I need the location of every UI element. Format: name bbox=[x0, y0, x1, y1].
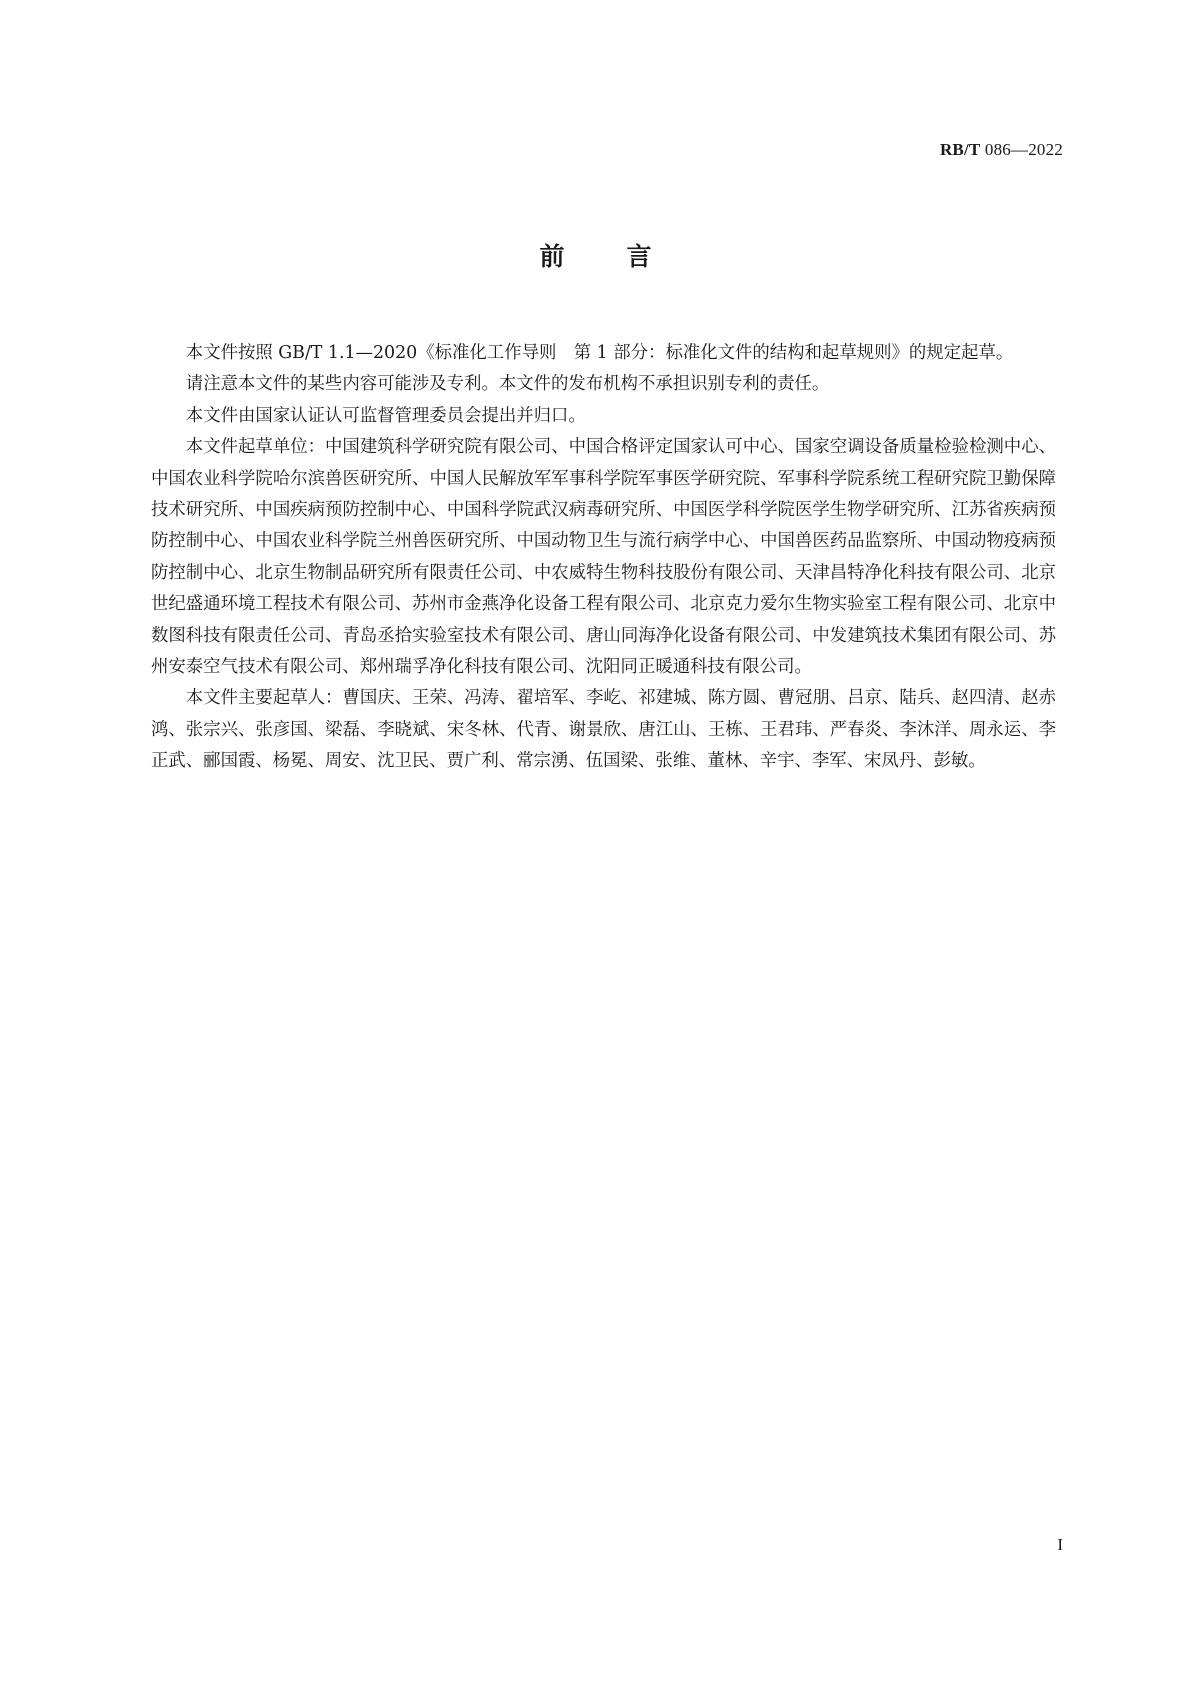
page-title: 前言 bbox=[539, 242, 714, 271]
page-number: I bbox=[1057, 1535, 1063, 1554]
paragraph-drafting-units: 本文件起草单位：中国建筑科学研究院有限公司、中国合格评定国家认可中心、国家空调设备质量检验检测中心、中国农业科学院哈尔滨兽医研究所、中国人民解放军军事科学院军事医学研究院、军事科学院系统工程研究院卫勤保障技术研究所、中国疾病预防控制中心、中国科学院武汉病毒研究所、中国医学科学院医学生物学研究所、江苏省疾病预防控制中心、中国农业科学院兰州兽医研究所、中国动物卫生与流行病学中心、中国兽医药品监察所、中国动物疫病预防控制中心、北京生物制品研究所有限责任公司、中农威特生物科技股份有限公司、天津昌特净化科技有限公司、北京世纪盛通环境工程技术有限公司、苏州市金燕净化设备工程有限公司、北京克力爱尔生物实验室工程有限公司、北京中数图科技有限责任公司、青岛丞拾实验室技术有限公司、唐山同海净化设备有限公司、中发建筑技术集团有限公司、苏州安泰空气技术有限公司、郑州瑞孚净化科技有限公司、沈阳同正暖通科技有限公司。 bbox=[151, 437, 1056, 678]
paragraph-drafting-rules: 本文件按照 GB/T 1.1—2020《标准化工作导则 第 1 部分：标准化文件的结构和起草规则》的规定起草。 bbox=[185, 343, 1014, 363]
paragraph-drafters: 本文件主要起草人：曹国庆、王荣、冯涛、翟培军、李屹、祁建城、陈方圆、曹冠朋、吕京、陆兵、赵四清、赵赤鸿、张宗兴、张彦国、梁磊、李晓斌、宋冬林、代青、谢景欣、唐江山、王栋、王君玮、严春炎、李沐洋、周永运、李正武、郦国霞、杨冕、周安、沈卫民、贾广利、常宗湧、伍国梁、张维、董林、辛宇、李军、宋凤丹、彭敏。 bbox=[151, 688, 1056, 772]
foreword-body bbox=[151, 338, 1056, 778]
document-code-number: 086—2022 bbox=[984, 140, 1063, 159]
paragraph-proposer: 本文件由国家认证认可监督管理委员会提出并归口。 bbox=[185, 405, 586, 426]
paragraph-patent-notice: 请注意本文件的某些内容可能涉及专利。本文件的发布机构不承担识别专利的责任。 bbox=[185, 374, 830, 395]
document-code-prefix: RB/T bbox=[939, 140, 981, 159]
document-code bbox=[940, 140, 1063, 160]
